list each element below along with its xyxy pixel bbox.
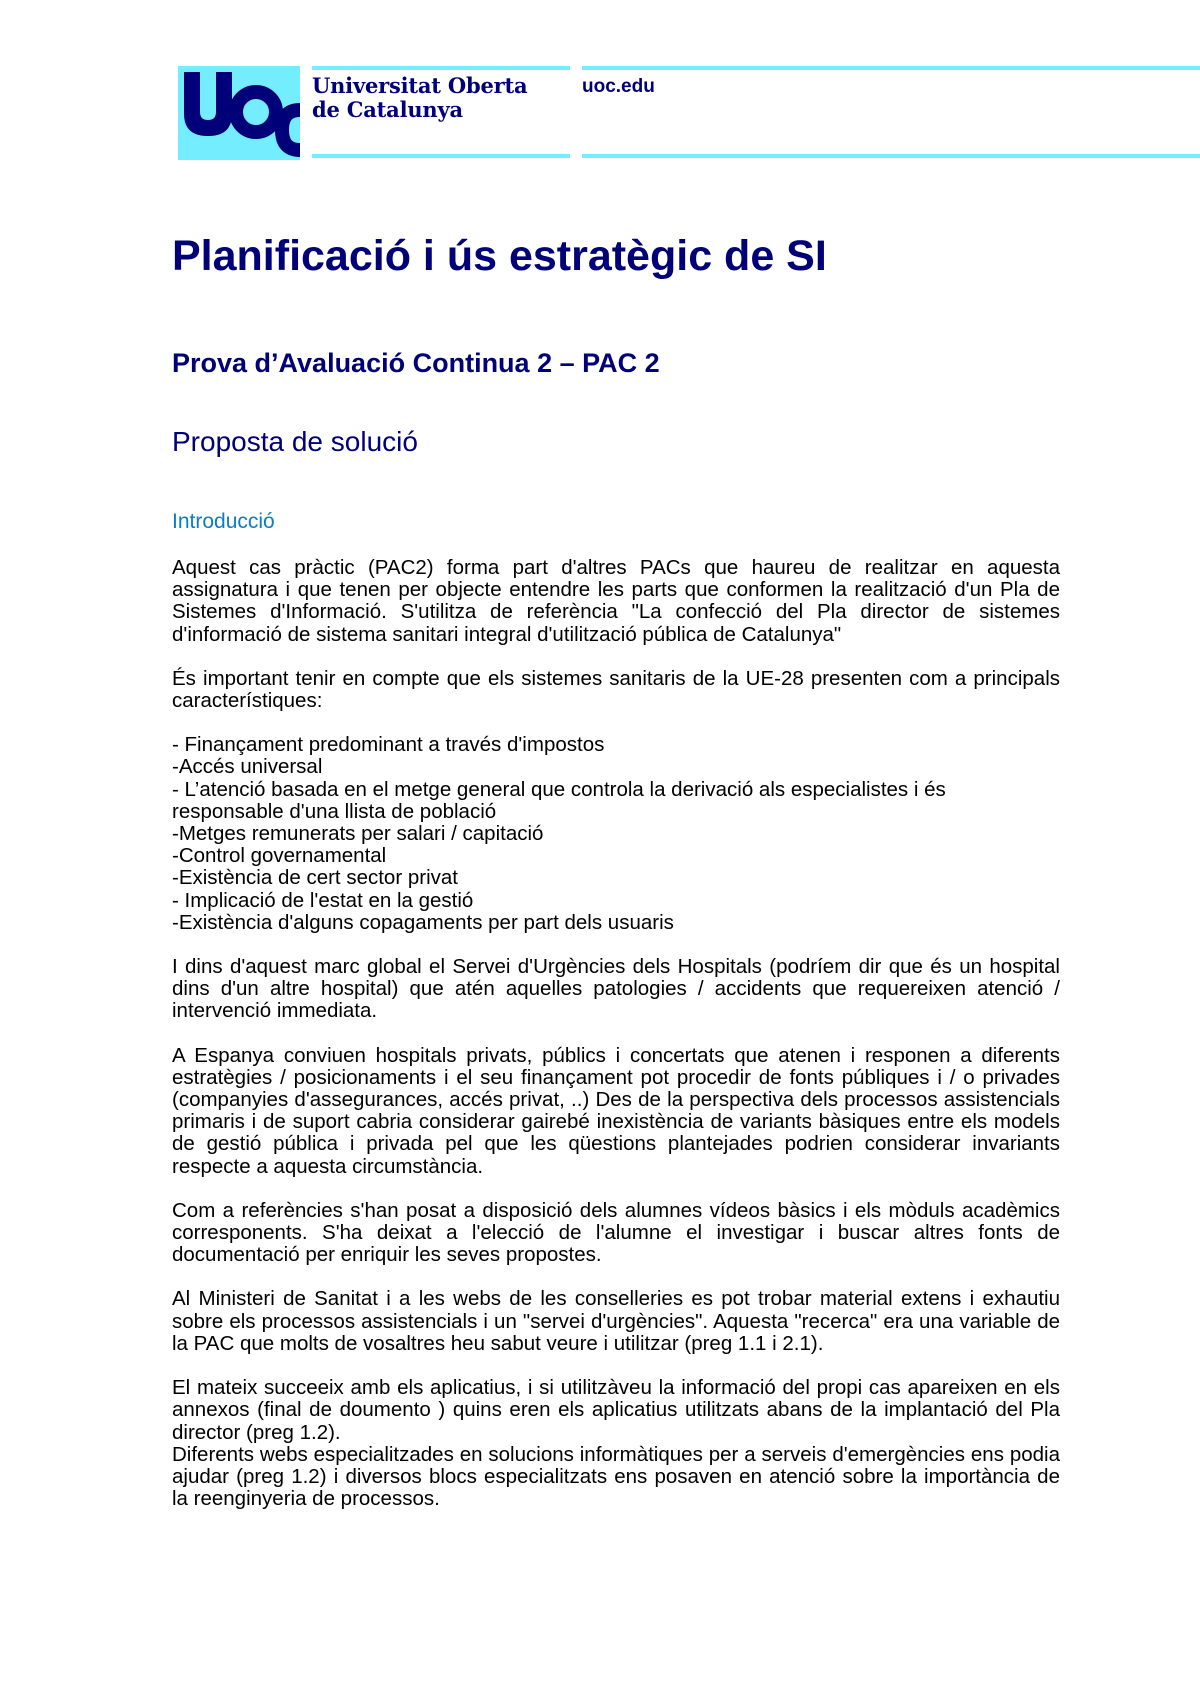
university-name <box>312 74 572 122</box>
header-rule-top-right <box>582 66 1200 70</box>
uoc-logo <box>178 66 300 160</box>
document-title: Planificació i ús estratègic de SI <box>172 232 827 280</box>
paragraph-1: Aquest cas pràctic (PAC2) forma part d'altres PACs que haureu de realitzar en aquesta assignatura i que tenen per objecte entendre les parts que conformen la realització d'un Pla de Sistemes d'Informació. S'utilitza de referència "La confecció del Pla director de sistemes d'informació de sistema sanitari integral d'utilització pública de Catalunya" <box>172 556 1060 646</box>
university-name-line2: de Catalunya <box>312 97 463 122</box>
header-rule-top-left <box>312 66 570 70</box>
document-subtitle: Prova d’Avaluació Continua 2 – PAC 2 <box>172 348 660 378</box>
document-body <box>172 557 1060 1532</box>
list-item: -Existència d'alguns copagaments per part dels usuaris <box>172 910 674 934</box>
website-link[interactable]: uoc.edu <box>582 76 655 97</box>
header-rule-bottom-left <box>312 154 570 158</box>
header-rule-bottom-right <box>582 154 1200 158</box>
paragraph-3: I dins d'aquest marc global el Servei d'Urgències dels Hospitals (podríem dir que és un hospital dins d'un altre hospital) que atén aquelles patologies / accidents que requereixen atenció / intervenció immediata. <box>172 955 1060 1023</box>
list-item: - Implicació de l'estat en la gestió <box>172 888 474 912</box>
list-item: -Metges remunerats per salari / capitació <box>172 822 544 846</box>
paragraph-2: És important tenir en compte que els sistemes sanitaris de la UE-28 presenten com a principals característiques: <box>172 666 1060 713</box>
paragraph-4: A Espanya conviuen hospitals privats, públics i concertats que atenen i responen a diferents estratègies / posicionaments i el seu finançament pot procedir de fonts públiques i / o privades (companyies d'assegurances, accés privat, ..) Des de la perspectiva dels processos assistencials primaris i de suport cabria considerar gairebé inexistència de variants bàsiques entre els models de gestió pública i privada pel que les qüestions plantejades podrien considerar invariants respecte a aquesta circumstància. <box>172 1043 1060 1178</box>
list-item: -Control governamental <box>172 844 387 868</box>
spacer <box>172 712 1060 734</box>
list-item: - L’atenció basada en el metge general que controla la derivació als especialistes i és responsable d'una llista de població <box>172 777 946 823</box>
list-item: -Accés universal <box>172 755 323 779</box>
list-item: - Finançament predominant a través d'impostos <box>172 733 605 757</box>
characteristics-list <box>172 734 1060 934</box>
list-item: -Existència de cert sector privat <box>172 866 458 890</box>
section-title: Proposta de solució <box>172 426 418 457</box>
university-name-line1: Universitat Oberta <box>312 73 528 98</box>
uoc-logo-icon <box>178 66 300 160</box>
intro-heading: Introducció <box>172 510 275 533</box>
paragraph-6: Al Ministeri de Sanitat i a les webs de les conselleries es pot trobar material extens i exhautiu sobre els processos assistencials i un "servei d'urgències". Aquesta "recerca" era una variable de la PAC que molts de vosaltres heu sabut veure i utilitzar (preg 1.1 i 2.1). <box>172 1287 1060 1355</box>
paragraph-7: El mateix succeeix amb els aplicatius, i si utilitzàveu la informació del propi cas apareixen en els annexos (final de doumento ) quins eren els aplicatius utilitzats abans de la implantació del Pla director (preg 1.2). <box>172 1376 1060 1444</box>
paragraph-8: Diferents webs especialitzades en solucions informàtiques per a serveis d'emergències ens podia ajudar (preg 1.2) i diversos blocs especialitzats ens posaven en atenció sobre la importància de la reenginyeria de processos. <box>172 1442 1060 1511</box>
paragraph-5: Com a referències s'han posat a disposició dels alumnes vídeos bàsics i els mòduls acadèmics corresponents. S'ha deixat a l'elecció de l'alumne el investigar i buscar altres fonts de documentació per enriquir les seves propostes. <box>172 1198 1060 1267</box>
